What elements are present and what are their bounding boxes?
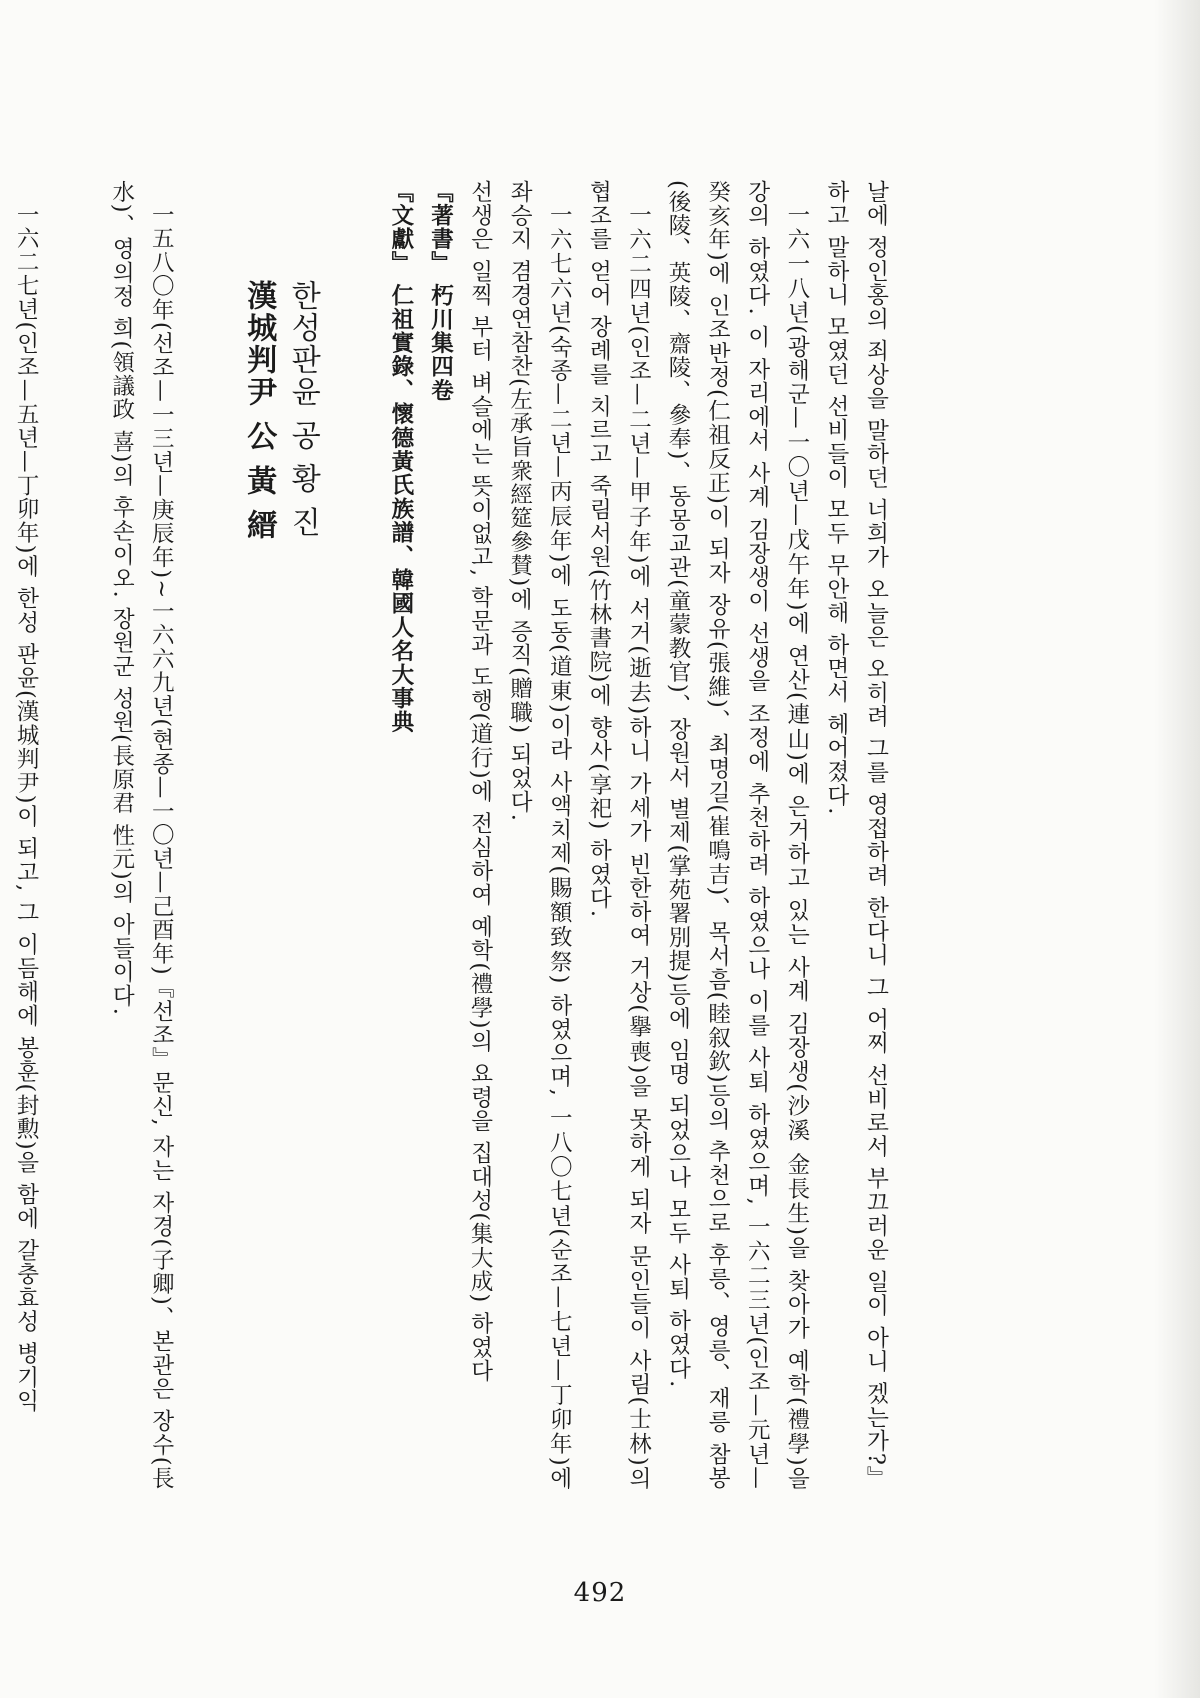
bio-paragraph-1: 一五八〇年(선조—一三년—庚辰年)~一六六九년(현종—一〇년—己酉年)『선조』문신, 자는 자경(子卿)、본관은 장수(長水)、영의정 희(領議政 喜)의 후손이오. 장원군 성원(長原君 性元)의 아들이다.: [108, 180, 175, 1490]
section-heading: [236, 180, 324, 1490]
page-number: 492: [573, 1578, 627, 1608]
bio-paragraph-2: 一六二七년(인조—五년—丁卯年)에 한성 판윤(漢城判尹)이 되고, 그 이듬해에 봉훈(封勲)을 함에 갈충효성 병기익: [13, 202, 40, 1413]
paragraph-summary: 선생은 일찍 부터 벼슬에는 뜻이없고, 학문과 도행(道行)에 전심하여 예학(禮學)의 요령을 집대성(集大成) 하였다: [467, 180, 494, 1383]
paragraph-continuation: 날에 정인홍의 죄상을 말하던 너희가 오늘은 오히려 그를 영접하려 한다니 그 어찌 선비로서 부끄러운 일이 아니 겠는가?』하고 말하니 모였던 선비들이 모두 무안해 하면서 헤어졌다.: [823, 180, 889, 1490]
citation-sources: 『文獻』 仁祖實錄、懷德黃氏族譜、韓國人名大事典: [387, 180, 414, 735]
paragraph-1624: 一六二四년(인조—二년—甲子年)에 서거(逝去)하니 가세가 빈한하여 거상(擧喪)을 못하게 되자 문인들이 사림(士林)의 협조를 얻어 장례를 치르고 죽림서원(竹林書院)에 향사(享祀) 하였다.: [585, 180, 652, 1490]
vertical-text-body: [13, 180, 895, 1490]
paragraph-1676: 一六七六년(숙종—二년—丙辰年)에 도동(道東)이라 사액치제(賜額致祭) 하였으며, 一八〇七년(순조—七년—丁卯年)에 좌승지 겸경연참찬(左承旨衆經筵參賛)에 증직(贈職) 되었다.: [506, 180, 573, 1490]
heading-hangul: 한성판윤 공 황 진: [285, 280, 321, 539]
heading-hanja: 漢城判尹 公 黃 縉: [241, 280, 277, 542]
page-edge-shadow: [1154, 0, 1200, 1698]
citation-works: 『著書』 朽川集四卷: [427, 180, 454, 403]
paragraph-1618: 一六一八년(광해군—一〇년—戊午年)에 연산(連山)에 은거하고 있는 사계 김장생(沙溪 金長生)을 찾아가 예학(禮學)을 강의 하였다. 이 자리에서 사계 김장생이 선생을 조정에 추천하려 하였으나 이를 사퇴 하였으며, 一六二三년(인조—元년—癸亥年)에 인조반정(仁祖反正)이 되자 장유(張維)、최명길(崔鳴吉)、목서흠(睦叙欽)등의 추천으로 후릉、영릉、재릉 참봉(後陵、英陵、齋陵、參奉)、동몽교관(童蒙教官)、장원서 별제(掌苑署別提)등에 임명 되었으나 모두 사퇴 하였다.: [665, 180, 810, 1490]
